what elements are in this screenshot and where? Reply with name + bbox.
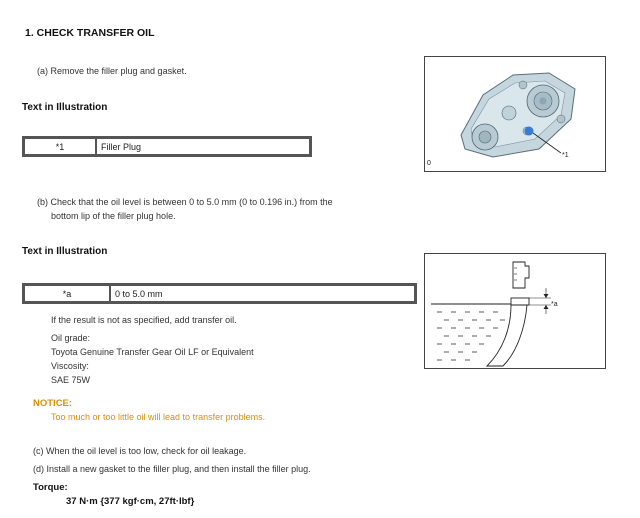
illustration-1-legend-table <box>22 136 312 157</box>
legend-key: *1 <box>24 138 96 155</box>
transfer-case-drawing <box>425 57 605 171</box>
table-row <box>24 285 415 302</box>
notice-text: Too much or too little oil will lead to transfer problems. <box>51 412 266 422</box>
result-instruction: If the result is not as specified, add transfer oil. <box>51 315 237 325</box>
illustration-2-heading: Text in Illustration <box>22 246 108 257</box>
transfer-case-illustration <box>424 56 606 172</box>
oil-grade-value: Toyota Genuine Transfer Gear Oil LF or Equivalent <box>51 347 254 357</box>
illustration-1-corner-label: 0 <box>427 160 431 167</box>
notice-title: NOTICE: <box>33 398 73 409</box>
torque-value: 37 N·m {377 kgf·cm, 27ft·lbf} <box>66 496 195 507</box>
filler-plug-marker <box>525 127 534 136</box>
step-b-text-line1: (b) Check that the oil level is between 0 to 5.0 mm (0 to 0.196 in.) from the <box>37 197 333 207</box>
viscosity-label: Viscosity: <box>51 361 89 371</box>
table-row <box>24 138 310 155</box>
oil-level-drawing <box>425 254 605 368</box>
illustration-1-heading: Text in Illustration <box>22 102 108 113</box>
callout-a-label: *a <box>551 301 558 308</box>
step-d-text: (d) Install a new gasket to the filler plug, and then install the filler plug. <box>33 464 311 474</box>
callout-1-label: *1 <box>562 152 569 159</box>
legend-key: *a <box>24 285 110 302</box>
oil-level-illustration <box>424 253 606 369</box>
illustration-2-legend-table <box>22 283 417 304</box>
torque-label: Torque: <box>33 482 68 493</box>
oil-grade-label: Oil grade: <box>51 333 91 343</box>
step-c-text: (c) When the oil level is too low, check for oil leakage. <box>33 446 247 456</box>
step-a-text: (a) Remove the filler plug and gasket. <box>37 66 187 76</box>
step-b-text-line2: bottom lip of the filler plug hole. <box>51 211 176 221</box>
page-title: 1. CHECK TRANSFER OIL <box>25 27 155 39</box>
legend-value: Filler Plug <box>96 138 310 155</box>
legend-value: 0 to 5.0 mm <box>110 285 415 302</box>
viscosity-value: SAE 75W <box>51 375 91 385</box>
